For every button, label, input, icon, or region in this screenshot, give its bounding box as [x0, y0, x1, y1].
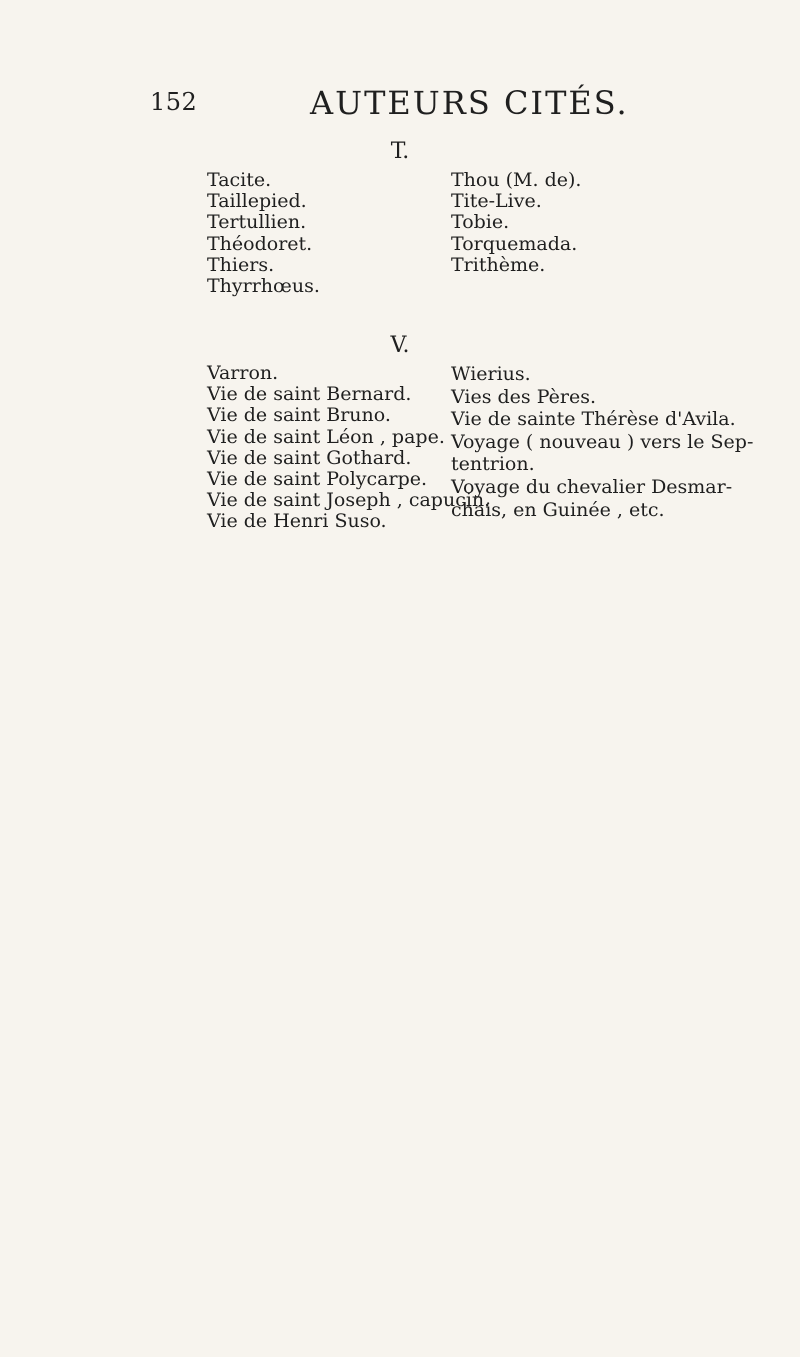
author-entry: Wierius.: [451, 363, 531, 385]
author-entry: Tertullien.: [207, 211, 307, 234]
author-entry: Voyage ( nouveau ) vers le Sep-: [451, 430, 754, 453]
author-entry: Vies des Pères.: [451, 385, 596, 408]
author-entry: chais, en Guinée , etc.: [451, 498, 665, 521]
section-v-right-column: [451, 363, 753, 521]
author-entry: Torquemada.: [451, 232, 578, 255]
author-entry: Tite-Live.: [451, 190, 542, 213]
section-t-left-column: [207, 170, 320, 297]
author-entry: Tacite.: [207, 169, 272, 191]
author-entry: Vie de saint Polycarpe.: [207, 468, 428, 491]
author-entry: Varron.: [207, 362, 279, 384]
author-entry: Vie de saint Bruno.: [207, 404, 391, 427]
author-entry: Tobie.: [451, 211, 510, 234]
section-letter-t: T.: [390, 139, 410, 164]
page-number: 152: [150, 88, 198, 116]
author-entry: tentrion.: [451, 453, 535, 476]
running-title: AUTEURS CITÉS.: [310, 84, 629, 122]
author-entry: Théodoret.: [207, 232, 313, 255]
author-entry: Vie de saint Joseph , capucin.: [207, 489, 491, 512]
section-letter-v: V.: [390, 333, 410, 358]
author-entry: Vie de sainte Thérèse d'Avila.: [451, 408, 736, 431]
author-entry: Vie de saint Léon , pape.: [207, 425, 445, 448]
author-entry: Trithème.: [451, 253, 546, 276]
section-t-right-column: [451, 170, 581, 276]
author-entry: Voyage du chevalier Desmar-: [451, 475, 733, 498]
author-entry: Vie de saint Bernard.: [207, 383, 412, 406]
author-entry: Thiers.: [207, 253, 275, 276]
author-entry: Vie de saint Gothard.: [207, 446, 412, 469]
author-entry: Thyrrhœus.: [207, 275, 320, 298]
author-entry: Thou (M. de).: [451, 169, 582, 191]
section-v-left-column: [207, 363, 490, 533]
author-entry: Taillepied.: [207, 190, 307, 213]
author-entry: Vie de Henri Suso.: [207, 510, 387, 533]
